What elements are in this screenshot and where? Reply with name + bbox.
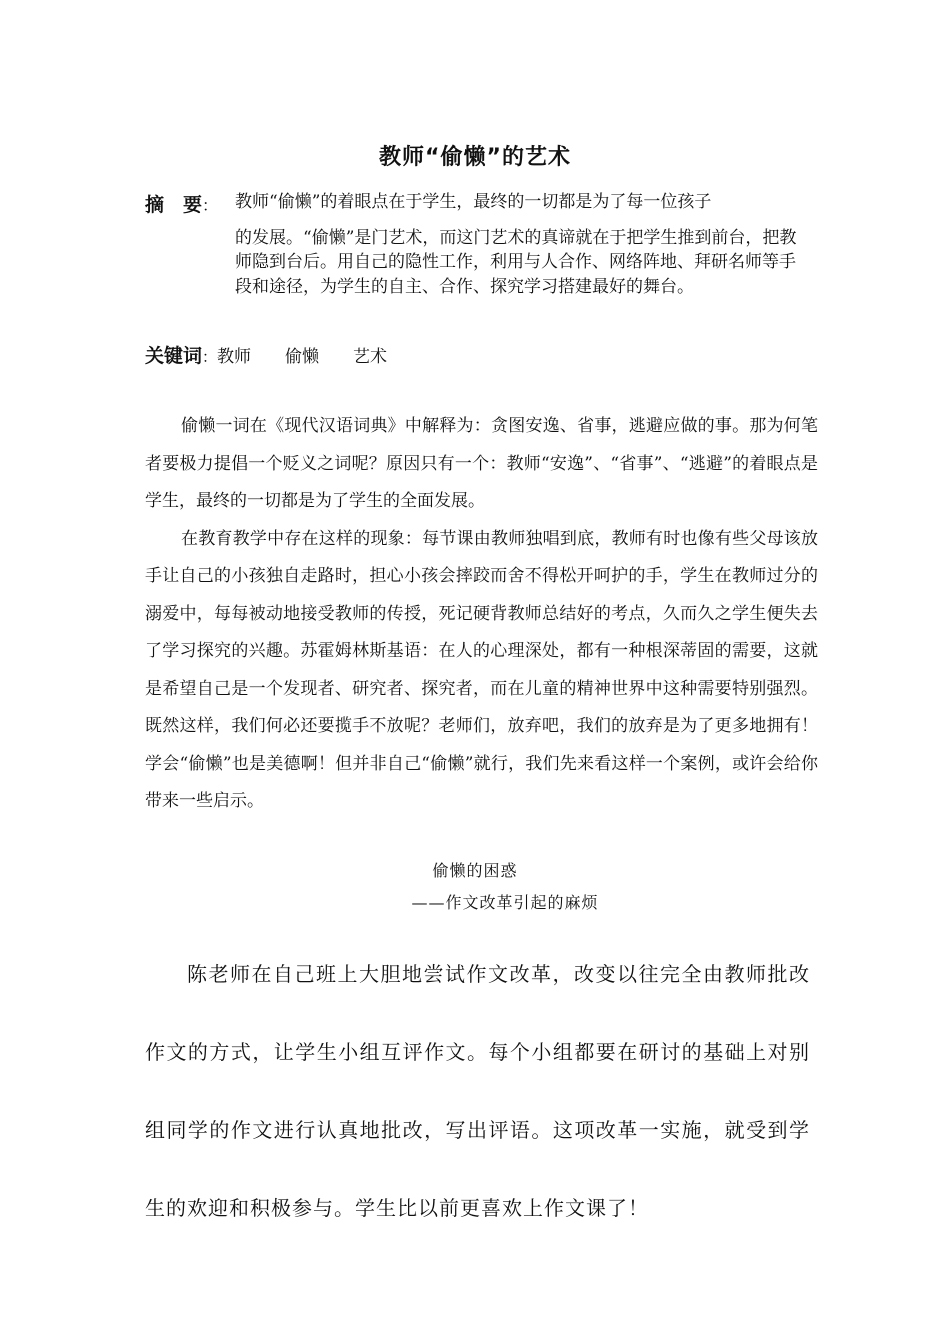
keyword-item: 艺术 — [353, 347, 388, 367]
abstract-first-line: 教师“偷懒”的着眼点在于学生，最终的一切都是为了每一位孩子 — [235, 192, 712, 212]
case-title: 偷懒的困惑 — [432, 861, 518, 880]
abstract-text — [235, 190, 810, 299]
page-title: 教师“偷懒”的艺术 — [379, 145, 571, 170]
abstract-rest: 的发展。“偷懒”是门艺术，而这门艺术的真谛就在于把学生推到前台，把教师隐到台后。用自己的隐性工作，利用与人合作、网络阵地、拜研名师等手段和途径，为学生的自主、合作、探究学习搭建最好的舞台。 — [235, 227, 797, 297]
keyword-item: 教师 — [217, 347, 252, 367]
body-paragraph: 偷懒一词在《现代汉语词典》中解释为：贪图安逸、省事，逃避应做的事。那为何笔者要极力提倡一个贬义之词呢？原因只有一个：教师“安逸”、“省事”、“逃避”的着眼点是学生，最终的一切都是为了学生的全面发展。 — [145, 416, 818, 511]
body-text — [145, 408, 818, 821]
keywords-label: 关键词 — [145, 345, 203, 367]
case-subtitle: ——作文改革引起的麻烦 — [411, 893, 599, 912]
keywords-line — [145, 341, 421, 368]
case-body — [145, 935, 810, 1247]
abstract-label — [145, 190, 218, 217]
keyword-item: 偷懒 — [285, 347, 320, 367]
abstract-label-colon: ： — [202, 196, 219, 215]
body-paragraph: 在教育教学中存在这样的现象：每节课由教师独唱到底，教师有时也像有些父母该放手让自己的小孩独自走路时，担心小孩会摔跤而舍不得松开呵护的手，学生在教师过分的溺爱中，每每被动地接受教师的传授，死记硬背教师总结好的考点，久而久之学生便失去了学习探究的兴趣。苏霍姆林斯基语：在人的心理深处，都有一种根深蒂固的需要，这就是希望自己是一个发现者、研究者、探究者，而在儿童的精神世界中这种需要特别强烈。既然这样，我们何必还要揽手不放呢？老师们，放弃吧，我们的放弃是为了更多地拥有！学会“偷懒”也是美德啊！但并非自己“偷懒”就行，我们先来看这样一个案例，或许会给你带来一些启示。 — [145, 528, 818, 811]
case-paragraph: 陈老师在自己班上大胆地尝试作文改革，改变以往完全由教师批改作文的方式，让学生小组互评作文。每个小组都要在研讨的基础上对别组同学的作文进行认真地批改，写出评语。这项改革一实施，就受到学生的欢迎和积极参与。学生比以前更喜欢上作文课了！ — [145, 962, 810, 1220]
abstract-label-text: 摘 要 — [145, 194, 203, 216]
keywords-colon: ： — [202, 348, 218, 366]
